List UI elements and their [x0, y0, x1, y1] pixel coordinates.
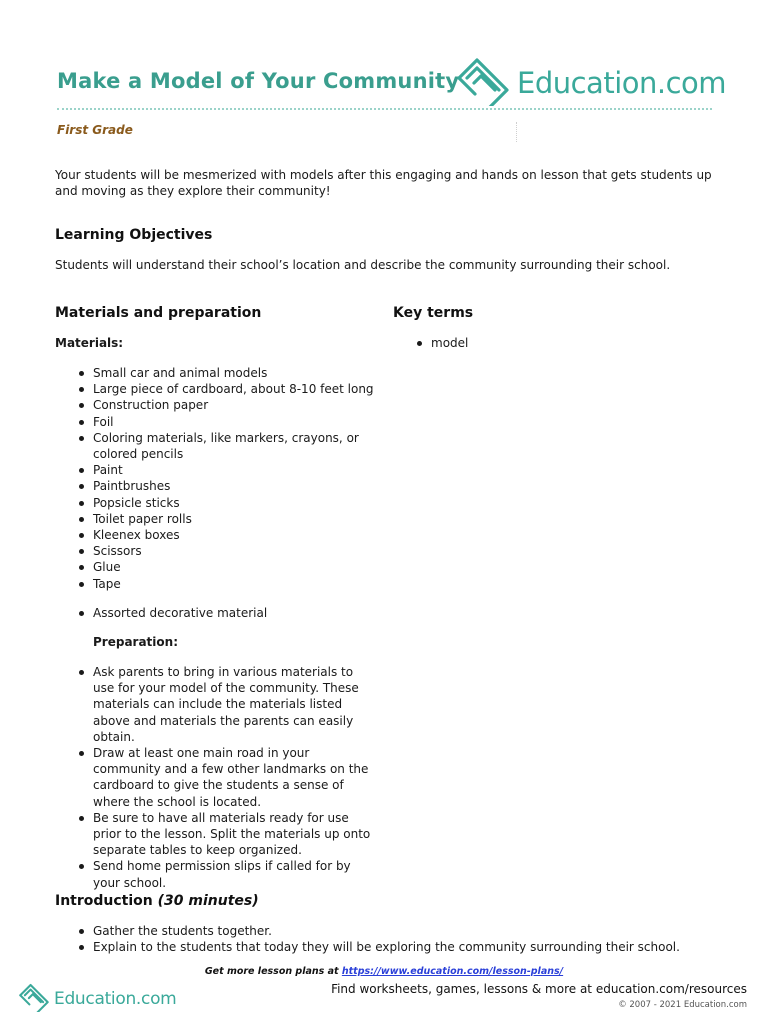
- keyterms-heading: Key terms: [393, 305, 474, 321]
- list-item: Explain to the students that today they will be exploring the community surrounding their school.: [77, 939, 717, 955]
- vertical-divider: [516, 122, 517, 142]
- list-item: Scissors: [77, 543, 377, 559]
- list-item: Send home permission slips if called for by your school.: [77, 858, 377, 890]
- list-item: Kleenex boxes: [77, 527, 377, 543]
- list-item: model: [415, 335, 715, 351]
- list-item: Large piece of cardboard, about 8-10 feet long: [77, 381, 377, 397]
- grade-level: First Grade: [57, 123, 133, 137]
- list-item: Paint: [77, 462, 377, 478]
- objectives-text: Students will understand their school’s location and describe the community surrounding their school.: [55, 258, 671, 272]
- list-item: Glue: [77, 559, 377, 575]
- list-item: Coloring materials, like markers, crayons, or colored pencils: [77, 430, 377, 462]
- page-title: Make a Model of Your Community: [57, 69, 460, 93]
- footer-more-lessons: [0, 966, 768, 977]
- list-item: Foil: [77, 414, 377, 430]
- list-item: Popsicle sticks: [77, 495, 377, 511]
- brand-name: Education.com: [517, 66, 727, 100]
- materials-heading: Materials and preparation: [55, 305, 262, 321]
- brand-logo[interactable]: [455, 56, 726, 110]
- intro-paragraph: Your students will be mesmerized with models after this engaging and hands on lesson that gets students up and moving as they explore their community!: [55, 168, 712, 198]
- introduction-list: [77, 923, 717, 955]
- introduction-duration: (30 minutes): [157, 893, 259, 909]
- list-item: Assorted decorative material: [77, 605, 377, 621]
- introduction-title: Introduction: [55, 893, 153, 909]
- copyright: © 2007 - 2021 Education.com: [618, 1000, 747, 1010]
- keyterms-list: [415, 335, 715, 351]
- footer-more-prefix: Get more lesson plans at: [204, 966, 342, 977]
- list-item: Gather the students together.: [77, 923, 717, 939]
- list-item: Construction paper: [77, 397, 377, 413]
- materials-list: [77, 365, 377, 592]
- header-divider: [57, 108, 712, 110]
- preparation-label: Preparation:: [93, 635, 178, 649]
- list-item: Be sure to have all materials ready for use prior to the lesson. Split the materials up onto separate tables to keep organized.: [77, 810, 377, 859]
- footer-brand-name: Education.com: [54, 989, 177, 1009]
- list-item: Small car and animal models: [77, 365, 377, 381]
- lesson-plans-link[interactable]: https://www.education.com/lesson-plans/: [341, 966, 564, 977]
- footer-resources-text: Find worksheets, games, lessons & more at education.com/resources: [331, 982, 747, 996]
- list-item: Draw at least one main road in your community and a few other landmarks on the cardboard to give the students a sense of where the school is located.: [77, 745, 377, 810]
- list-item: Tape: [77, 576, 377, 592]
- materials-label: Materials:: [55, 336, 124, 350]
- education-logo-icon: [18, 982, 50, 1016]
- assorted-list: [77, 605, 377, 621]
- list-item: Toilet paper rolls: [77, 511, 377, 527]
- footer-brand-logo[interactable]: [18, 982, 176, 1016]
- education-logo-icon: [455, 56, 511, 110]
- objectives-heading: Learning Objectives: [55, 227, 213, 243]
- list-item: Ask parents to bring in various materials to use for your model of the community. These materials can include the materials listed above and materials the parents can easily obtain.: [77, 664, 377, 745]
- introduction-heading: [55, 893, 259, 909]
- preparation-list: [77, 664, 377, 891]
- list-item: Paintbrushes: [77, 478, 377, 494]
